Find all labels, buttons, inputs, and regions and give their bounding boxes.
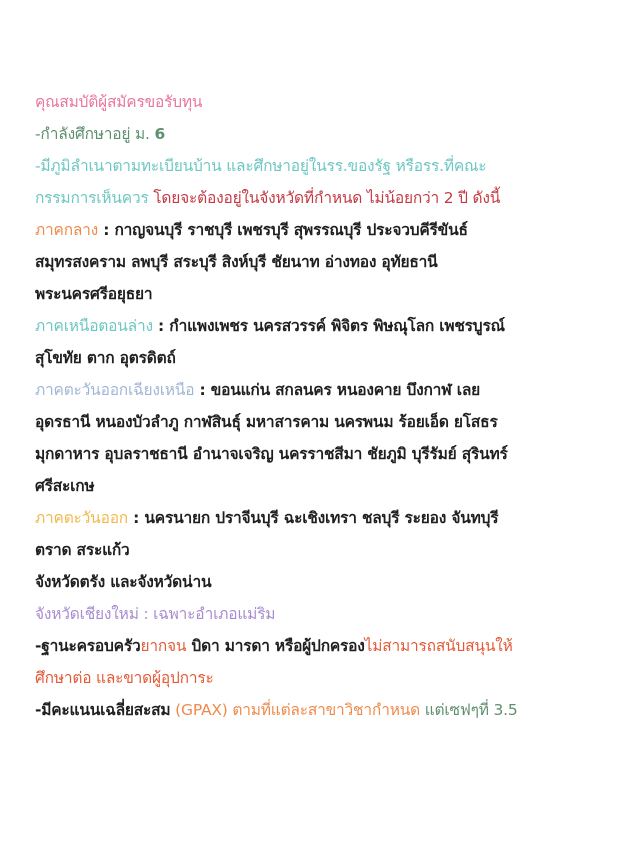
domicile-requirement-line2 (35, 188, 500, 208)
lower-north-region-line1 (35, 316, 505, 336)
northeast-region-line4: ศรีสะเกษ (35, 477, 95, 495)
gpax-criteria: (GPAX) ตามที่แต่ละสาขาวิชากำหนด (170, 701, 421, 719)
family-requirement-line1 (35, 636, 513, 656)
family-requirement-line2: ศึกษาต่อ และขาดผู้อุปการะ (35, 669, 214, 687)
northeast-region-line3: มุกดาหาร อุบลราชธานี อำนาจเจริญ นครราชสีมา ชัยภูมิ บุรีรัมย์ สุรินทร์ (35, 445, 508, 463)
east-region-line2: ตราด สระแก้ว (35, 541, 130, 559)
gpax-safe-note: แต่เซฟๆที่ 3.5 (420, 701, 518, 719)
region-name-northeast: ภาคตะวันออกเฉียงเหนือ (35, 381, 195, 399)
east-provinces: : นครนายก ปราจีนบุรี ฉะเชิงเทรา ชลบุรี ระยอง จันทบุรี (127, 509, 499, 527)
duration-text: โดยจะต้องอยู่ในจังหวัดที่กำหนด ไม่น้อยกว่า 2 ปี ดังนี้ (148, 189, 501, 207)
gpax-label: -มีคะแนนเฉลี่ยสะสม (35, 701, 171, 719)
grade-value: 6 (154, 125, 166, 143)
section-heading: คุณสมบัติผู้สมัครขอรับทุน (35, 93, 203, 111)
family-guardian: บิดา มารดา หรือผู้ปกครอง (186, 637, 365, 655)
extra-provinces: จังหวัดตรัง และจังหวัดน่าน (35, 573, 212, 591)
east-region-line1 (35, 508, 498, 528)
central-region-line3: พระนครศรีอยุธยา (35, 285, 153, 303)
grade-label: -กำลังศึกษาอยู่ ม. (35, 125, 155, 143)
domicile-requirement-line1: -มีภูมิลำเนาตามทะเบียนบ้าน และศึกษาอยู่ในรร.ของรัฐ หรือรร.ที่คณะ (35, 157, 487, 175)
grade-requirement (35, 124, 165, 144)
region-name-central: ภาคกลาง (35, 221, 99, 239)
family-unable: ไม่สามารถสนับสนุนให้ (364, 637, 513, 655)
central-region-line1 (35, 220, 468, 240)
chiangmai-district: จังหวัดเชียงใหม่ : เฉพาะอำเภอแม่ริม (35, 605, 276, 623)
family-poor: ยากจน (140, 637, 187, 655)
lower-north-provinces: : กำแพงเพชร นครสวรรค์ พิจิตร พิษณุโลก เพชรบูรณ์ (152, 317, 505, 335)
central-region-line2: สมุทรสงคราม ลพบุรี สระบุรี สิงห์บุรี ชัยนาท อ่างทอง อุทัยธานี (35, 253, 438, 271)
northeast-provinces: : ขอนแก่น สกลนคร หนองคาย บึงกาฬ เลย (194, 381, 481, 399)
region-name-lower-north: ภาคเหนือตอนล่าง (35, 317, 153, 335)
region-name-east: ภาคตะวันออก (35, 509, 128, 527)
northeast-region-line2: อุดรธานี หนองบัวลำภู กาฬสินธุ์ มหาสารคาม นครพนม ร้อยเอ็ด ยโสธร (35, 413, 498, 431)
northeast-region-line1 (35, 380, 480, 400)
family-label: -ฐานะครอบครัว (35, 637, 141, 655)
committee-text: กรรมการเห็นควร (35, 189, 149, 207)
lower-north-region-line2: สุโขทัย ตาก อุตรดิตถ์ (35, 349, 176, 367)
gpax-requirement (35, 700, 518, 720)
central-provinces: : กาญจนบุรี ราชบุรี เพชรบุรี สุพรรณบุรี ประจวบคีรีขันธ์ (98, 221, 468, 239)
